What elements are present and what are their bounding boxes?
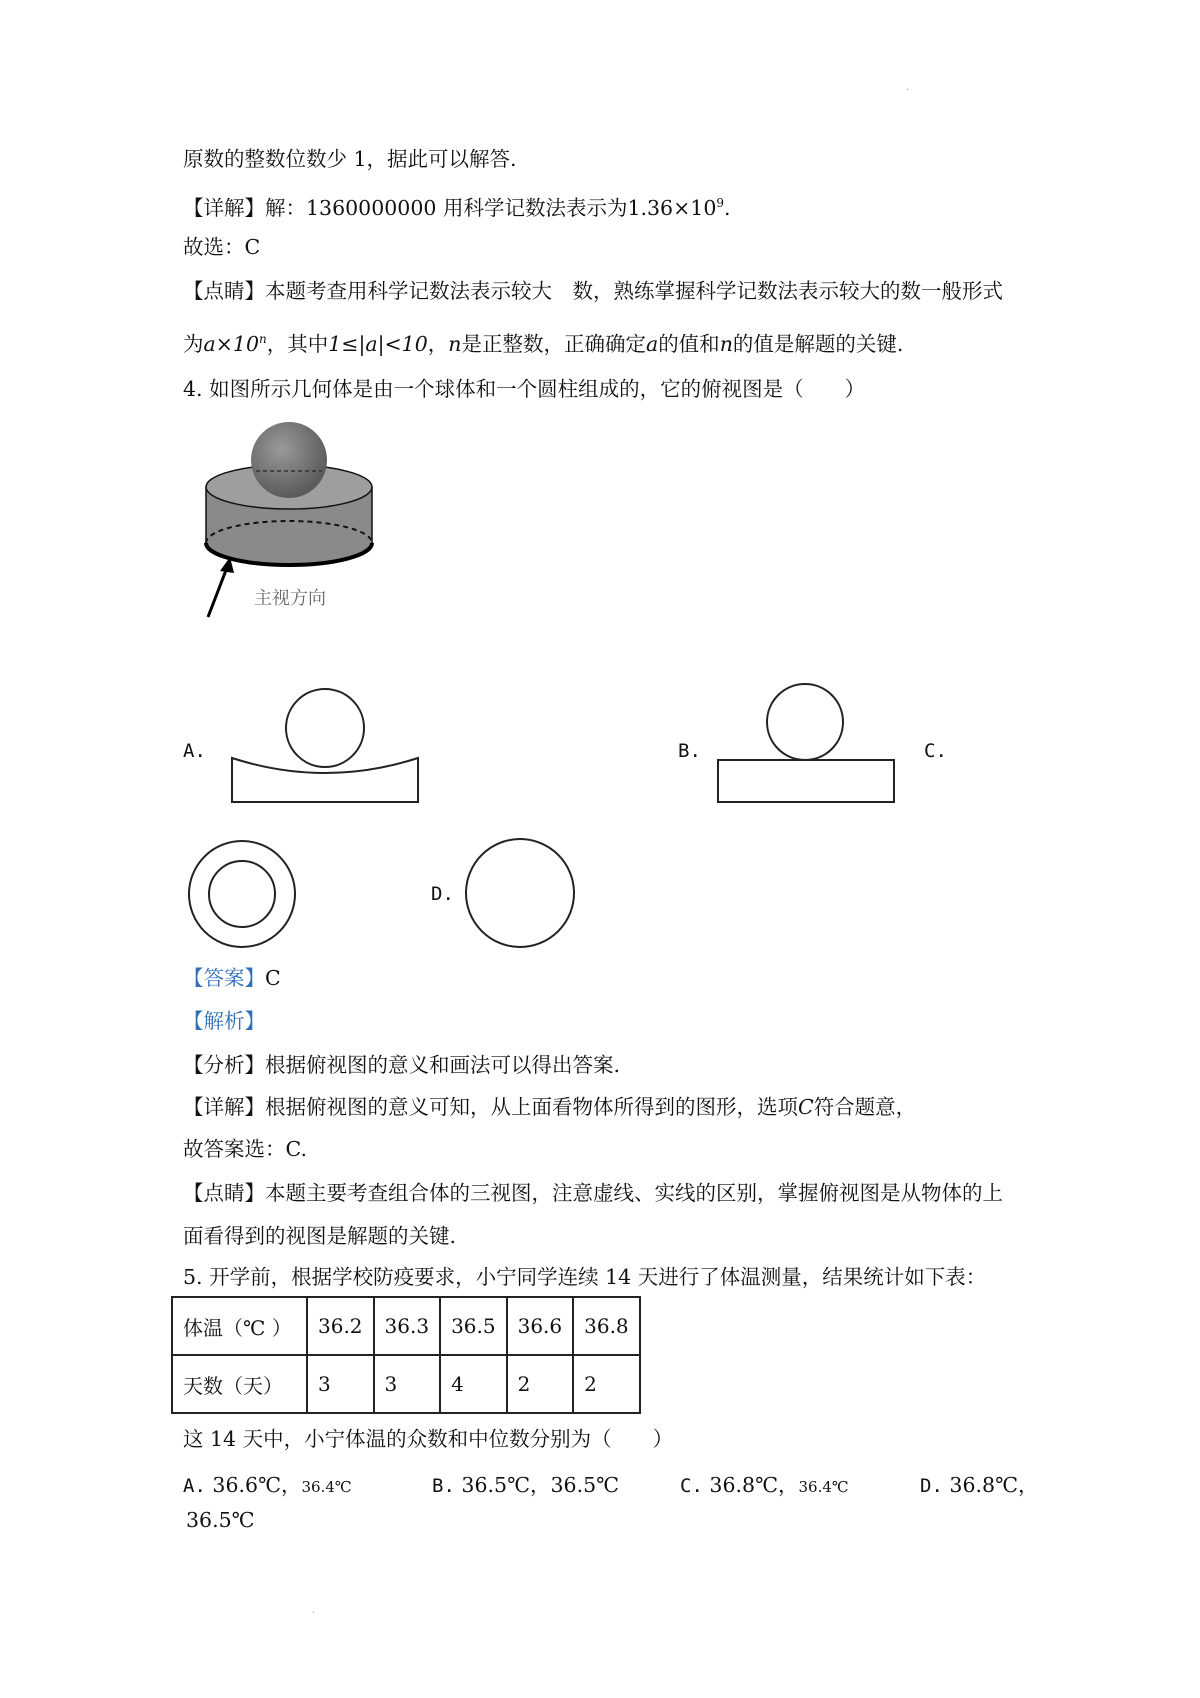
text-frag: 符合题意， xyxy=(813,1095,917,1119)
dianjing-line-1: 【点睛】本题主要考查组合体的三视图，注意虚线、实线的区别，掌握俯视图是从物体的上 xyxy=(183,1181,1003,1205)
option-label: D. xyxy=(920,1475,943,1497)
text-frag: 【详解】根据俯视图的意义可知，从上面看物体所得到的图形，选项 xyxy=(183,1095,798,1119)
option-a-label: A. xyxy=(183,740,206,762)
formula-range: 1≤|a|<10 xyxy=(328,331,428,356)
option-a-figure xyxy=(230,688,420,806)
dianjing-line-2: 面看得到的视图是解题的关键. xyxy=(183,1224,457,1248)
table-cell: 3 xyxy=(374,1355,441,1413)
gudaan-line: 故答案选：C. xyxy=(183,1137,307,1161)
question-5: 5. 开学前，根据学校防疫要求，小宁同学连续 14 天进行了体温测量，结果统计如下表： xyxy=(183,1265,987,1289)
formula-a: a×10 xyxy=(203,331,259,356)
text-frag: ， xyxy=(427,331,449,356)
option-text: 36.5℃，36.5℃ xyxy=(461,1473,620,1497)
text-line-2 xyxy=(183,189,731,222)
table-cell: 36.5 xyxy=(440,1297,507,1355)
text-frag: 的值是解题的关键. xyxy=(732,331,904,356)
answer-line xyxy=(183,964,281,992)
option-text: 36.6℃， xyxy=(212,1473,302,1497)
q5-option-a xyxy=(183,1468,352,1498)
question-4: 4. 如图所示几何体是由一个球体和一个圆柱组成的，它的俯视图是（ ） xyxy=(183,377,866,401)
fenxi-line: 【分析】根据俯视图的意义和画法可以得出答案. xyxy=(183,1053,621,1077)
text-frag: 是正整数，正确确定 xyxy=(461,331,646,356)
option-text: 36.4℃ xyxy=(301,1478,352,1496)
var-a: a xyxy=(645,331,659,356)
q5-option-b xyxy=(432,1468,619,1498)
option-c-figure xyxy=(187,838,299,950)
option-d-label: D. xyxy=(431,883,454,905)
table-cell: 2 xyxy=(573,1355,640,1413)
option-d-figure xyxy=(463,836,577,950)
option-b-label: B. xyxy=(678,740,701,762)
detail-text: 【详解】解：1360000000 用科学记数法表示为 xyxy=(183,195,628,220)
xiangjie-line xyxy=(183,1093,916,1121)
table-cell: 2 xyxy=(507,1355,574,1413)
var-n: n xyxy=(448,331,462,356)
text-line-5 xyxy=(183,325,903,358)
exponent: 9 xyxy=(716,196,725,210)
text-line-3: 故选：C xyxy=(183,235,261,259)
option-label: B. xyxy=(432,1475,455,1497)
text-line-4: 【点睛】本题考查用科学记数法表示较大 数，熟练掌握科学记数法表示较大的数一般形式 xyxy=(183,279,1003,303)
text-frag: ，其中 xyxy=(266,331,329,356)
q5-option-c xyxy=(680,1468,849,1498)
option-text: 36.4℃ xyxy=(798,1478,849,1496)
table-row xyxy=(172,1297,640,1355)
table-header-days: 天数（天） xyxy=(172,1355,307,1413)
var-n: n xyxy=(719,331,733,356)
text-line-1: 原数的整数位数少 1，据此可以解答. xyxy=(183,147,517,171)
option-text: 36.8℃， xyxy=(949,1473,1039,1497)
answer-value: C xyxy=(265,966,281,990)
option-label: C. xyxy=(680,1475,703,1497)
table-cell: 36.8 xyxy=(573,1297,640,1355)
direction-arrow-icon xyxy=(200,555,240,625)
period: . xyxy=(724,195,731,220)
corner-mark: . xyxy=(906,82,910,93)
table-cell: 36.2 xyxy=(307,1297,374,1355)
corner-mark: . xyxy=(312,1605,316,1616)
option-text: 36.8℃， xyxy=(709,1473,799,1497)
option-c-label: C. xyxy=(924,740,947,762)
temperature-table xyxy=(171,1296,641,1414)
table-cell: 36.3 xyxy=(374,1297,441,1355)
table-cell: 36.6 xyxy=(507,1297,574,1355)
q5-option-d-cont: 36.5℃ xyxy=(186,1508,255,1532)
table-cell: 3 xyxy=(307,1355,374,1413)
table-row xyxy=(172,1355,640,1413)
text-frag: 的值和 xyxy=(658,331,720,356)
text-frag: 为 xyxy=(183,331,204,356)
answer-tag: 【答案】 xyxy=(183,966,265,990)
var-c: C xyxy=(798,1095,814,1119)
q5-option-d xyxy=(920,1468,1039,1498)
option-b-figure xyxy=(716,683,900,805)
option-label: A. xyxy=(183,1475,206,1497)
table-header-temp: 体温（℃ ） xyxy=(172,1297,307,1355)
question-5-stem: 这 14 天中，小宁体温的众数和中位数分别为（ ） xyxy=(183,1427,674,1451)
analysis-tag: 【解析】 xyxy=(183,1009,265,1033)
table-cell: 4 xyxy=(440,1355,507,1413)
direction-label: 主视方向 xyxy=(254,588,326,609)
sci-notation: 1.36×10 xyxy=(627,195,717,220)
exponent-n: n xyxy=(258,332,267,346)
